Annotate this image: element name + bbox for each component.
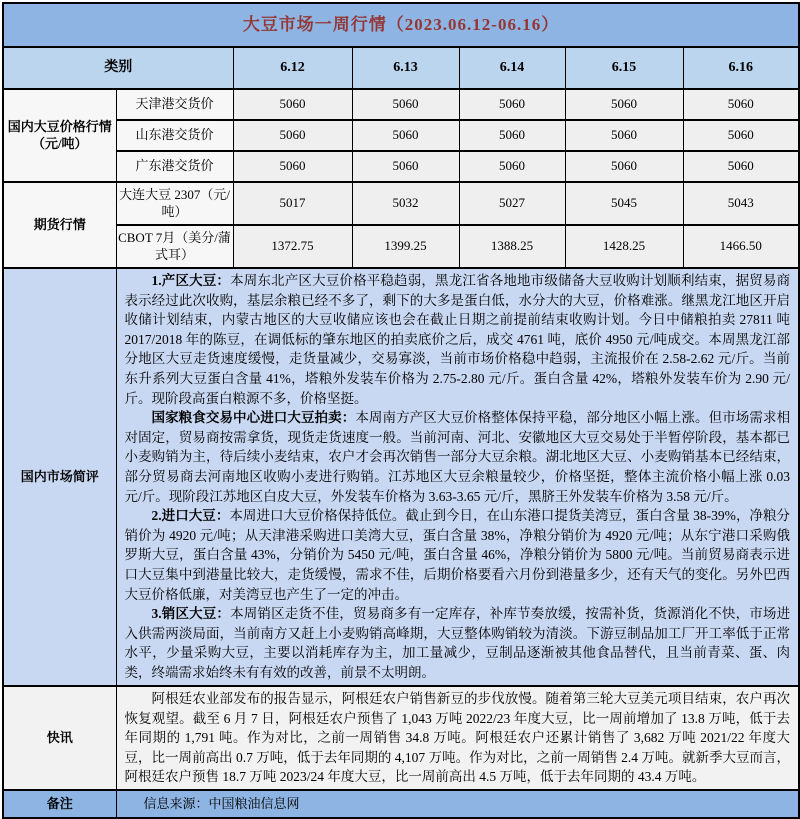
news-row [3, 686, 799, 790]
remark-section-label: 备注 [3, 790, 116, 818]
category-header: 类别 [3, 47, 233, 89]
price-cell: 5060 [233, 89, 352, 120]
price-cell: 1399.25 [352, 225, 459, 268]
soybean-weekly-report-table [2, 2, 800, 819]
table-row-dalian-futures [3, 182, 799, 225]
market-review-section-label: 国内市场简评 [3, 268, 116, 686]
news-section-label: 快讯 [3, 686, 116, 790]
paragraph-body: 本周进口大豆价格保持低位。截止到今日，在山东港口提货美湾豆，蛋白含量 38-39%，净粮分销价为 4920 元/吨；从天津港采购进口美湾大豆，蛋白含量 38%，净粮分销价为 4920 元/吨；从东宁港口采购俄罗斯大豆，蛋白含量 43%，分销价为 5450 元/吨，蛋白含量 46%，净粮分销价为 5800 元/吨。当前贸易商表示进口大豆集中到港量比较大，走货缓慢，需求不佳，后期价格要看六月份到港量多少，还有天气的变化。另外巴西大豆价格低廉，对美湾豆也产生了一定的冲击。 [124, 508, 791, 602]
paragraph-body: 本周南方产区大豆价格整体保持平稳，部分地区小幅上涨。但市场需求相对固定，贸易商按需拿货，现货走货速度一般。当前河南、河北、安徽地区大豆交易处于半暂停阶段，基本都已小麦购销为主，待后续小麦结束，农户才会再次销售一部分大豆余粮。湖北地区大豆、小麦购销基本已经结束，部分贸易商去河南地区收购小麦进行购销。江苏地区大豆余粮量较少，价格坚挺，整体主流价格小幅上涨 0.03 元/斤。现阶段江苏地区白皮大豆，外发装车价格为 3.63-3.65 元/斤，黑脐王外发装车价格为 3.58 元/斤。 [124, 410, 791, 504]
price-cell: 5060 [459, 151, 565, 182]
price-cell: 5060 [459, 89, 565, 120]
column-header-row [3, 47, 799, 89]
price-cell: 5043 [683, 182, 799, 225]
date-header-2: 6.13 [352, 47, 459, 89]
price-cell: 5060 [233, 120, 352, 151]
price-cell: 5060 [683, 89, 799, 120]
domestic-price-section-label: 国内大豆价格行情（元/吨） [3, 89, 116, 182]
market-review-text [116, 268, 799, 686]
row-label-cbot: CBOT 7月（美分/蒲式耳） [116, 225, 233, 268]
table-row-shandong [3, 120, 799, 151]
paragraph-lead: 国家粮食交易中心进口大豆拍卖： [151, 410, 356, 426]
price-cell: 5027 [459, 182, 565, 225]
price-cell: 1466.50 [683, 225, 799, 268]
title-row [3, 3, 799, 47]
price-cell: 1372.75 [233, 225, 352, 268]
remark-row [3, 790, 799, 818]
report-title: 大豆市场一周行情（2023.06.12-06.16） [3, 3, 799, 47]
price-cell: 5060 [565, 120, 683, 151]
row-label-shandong: 山东港交货价 [116, 120, 233, 151]
price-cell: 5060 [565, 151, 683, 182]
review-paragraph-sales-area [125, 604, 791, 682]
price-cell: 1428.25 [565, 225, 683, 268]
price-cell: 1388.25 [459, 225, 565, 268]
price-cell: 5060 [565, 89, 683, 120]
price-cell: 5060 [683, 151, 799, 182]
date-header-4: 6.15 [565, 47, 683, 89]
date-header-1: 6.12 [233, 47, 352, 89]
price-cell: 5060 [683, 120, 799, 151]
review-paragraph-auction [125, 408, 791, 506]
date-header-3: 6.14 [459, 47, 565, 89]
price-cell: 5032 [352, 182, 459, 225]
futures-section-label: 期货行情 [3, 182, 116, 268]
news-paragraph: 阿根廷农业部发布的报告显示，阿根廷农户销售新豆的步伐放慢。随着第三轮大豆美元项目结束，农户再次恢复观望。截至 6 月 7 日，阿根廷农户预售了 1,043 万吨 2022/23 年度大豆，比一周前增加了 13.8 万吨，低于去年同期的 1,791 吨。作为对比，之前一周销售 34.8 万吨。阿根廷农户还累计销售了 3,682 万吨 2021/22 年度大豆，比一周前高出 0.7 万吨，低于去年同期的 4,107 万吨。作为对比，之前一周销售 2.4 万吨。就新季大豆而言，阿根廷农户预售 18.7 万吨 2023/24 年度大豆，比一周前高出 4.5 万吨，低于去年同期的 43.4 万吨。 [124, 691, 791, 785]
date-header-5: 6.16 [683, 47, 799, 89]
row-label-dalian: 大连大豆 2307（元/吨） [116, 182, 233, 225]
row-label-tianjin: 天津港交货价 [116, 89, 233, 120]
price-cell: 5045 [565, 182, 683, 225]
price-cell: 5060 [233, 151, 352, 182]
table-row-guangdong [3, 151, 799, 182]
price-cell: 5017 [233, 182, 352, 225]
price-cell: 5060 [459, 120, 565, 151]
review-paragraph-imported [125, 506, 791, 604]
paragraph-lead: 3.销区大豆： [151, 606, 231, 622]
paragraph-lead: 1.产区大豆： [151, 273, 231, 288]
table-row-tianjin [3, 89, 799, 120]
price-cell: 5060 [352, 151, 459, 182]
table-row-cbot-futures [3, 225, 799, 268]
paragraph-body: 本周销区走货不佳，贸易商多有一定库存，补库节奏放缓，按需补货，货源消化不快，市场进入供需两淡局面，当前南方又赶上小麦购销高峰期，大豆整体购销较为清淡。下游豆制品加工厂开工率低于正常水平，少量采购大豆，主要以消耗库存为主，加工量减少，豆制品逐渐被其他食品替代，且当前青菜、蛋、肉类，终端需求始终未有有效的改善，前景不太明朗。 [124, 606, 791, 680]
info-source-text: 信息来源：中国粮油信息网 [116, 790, 799, 818]
price-cell: 5060 [352, 89, 459, 120]
row-label-guangdong: 广东港交货价 [116, 151, 233, 182]
news-text [116, 686, 799, 790]
paragraph-lead: 2.进口大豆： [151, 508, 230, 524]
price-cell: 5060 [352, 120, 459, 151]
paragraph-body: 本周东北产区大豆价格平稳趋弱，黑龙江省各地地市级储备大豆收购计划顺利结束，据贸易商表示经过此次收购，基层余粮已经不多了，剩下的大多是蛋白低，水分大的大豆，价格难涨。继黑龙江地区开启收储计划结束，内蒙古地区的大豆收储应该也会在截止日期之前提前结束收购计划。今日中储粮拍卖 27811 吨 2017/2018 年的陈豆，在调低标的肇东地区的拍卖底价之后，成交 4761 吨，底价 4950 元/吨成交。本周黑龙江部分地区大豆走货速度缓慢，走货量减少，交易寡淡，当前市场价格稳中趋弱，主流报价在 2.58-2.62 元/斤。当前东升系列大豆蛋白含量 41%，塔粮外发装车价格为 2.75-2.80 元/斤。蛋白含量 42%，塔粮外发装车价为 2.90 元/斤。现阶段高蛋白粮源不多，价格坚挺。 [124, 273, 791, 406]
market-review-row [3, 268, 799, 686]
review-paragraph-producing-area [125, 271, 791, 408]
